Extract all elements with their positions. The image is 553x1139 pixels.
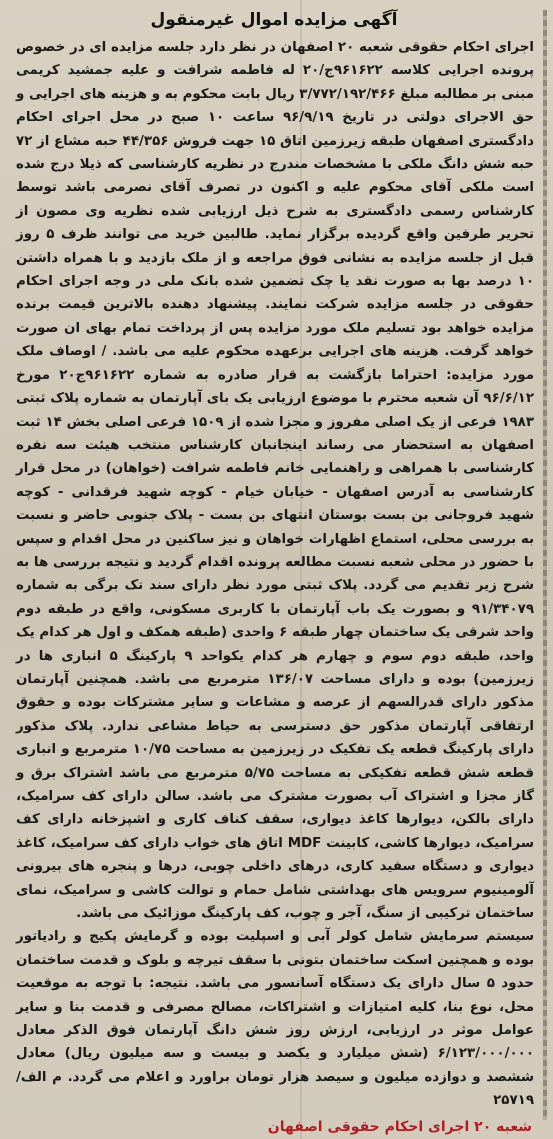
notice-title: آگهی مزایده اموال غیرمنقول [150, 10, 398, 30]
issuing-office-signature: شعبه ۲۰ اجرای احکام حقوقی اصفهان [267, 1118, 532, 1135]
notice-paragraph-main: اجرای احکام حقوقی شعبه ۲۰ اصفهان در نظر دارد جلسه مزایده ای در خصوص پرونده اجرایی کلاسه ۹۶۱۶۲۲ج/۲۰ له فاطمه شرافت و علیه جمشید کریمی مبنی بر مطالبه مبلغ ۳/۷۷۲/۱۹۲/۴۶۶ ریال بابت محکوم به و هزینه های اجرایی و حق الاجرای دولتی در تاریخ ۹۶/۹/۱۹ ساعت ۱۰ صبح در محل اجرای احکام دادگستری اصفهان طبقه زیرزمین اتاق ۱۵ جهت فروش ۴۴/۳۵۶ حبه مشاع از ۷۲ حبه شش دانگ ملکی با مشخصات مندرج در نظریه کارشناسی که ذیلا درج شده است ملکی آقای محکوم علیه و اکنون در تصرف آقای نصرمی باشد توسط کارشناس رسمی دادگستری به شرح ذیل ارزیابی شده نظریه وی مصون از تحریر طرفین واقع گردیده برگزار نماید. طالبین خرید می توانند ظرف ۵ روز قبل از جلسه مزایده به نشانی فوق مراجعه و از ملک بازدید و با همراه داشتن ۱۰ درصد بها به صورت نقد یا چک تضمین شده بانک ملی در وجه اجرای احکام حقوقی در جلسه مزایده شرکت نمایند. پیشنهاد دهنده بالاترین قیمت برنده مزایده خواهد بود تسلیم ملک مورد مزایده پس از پرداخت تمام بهای ان صورت خواهد گرفت. هزینه های اجرایی برعهده محکوم علیه می باشد. / اوصاف ملک مورد مزایده: احتراما بازگشت به قرار صادره به شماره ۹۶۱۶۲۲ج۲۰ مورخ ۹۶/۶/۱۲ آن شعبه محترم با موضوع ارزیابی یک بای آپارتمان به شماره پلاک ثبتی ۱۹۸۳ فرعی از یک اصلی مفروز و مجزا شده از ۱۵۰۹ فرعی اصلی بخش ۱۴ ثبت اصفهان به استحضار می رساند اینجانبان کارشناس منتخب هیئت سه نفره کارشناسی با همراهی و راهنمایی خانم فاطمه شرافت (خواهان) در محل قرار کارشناسی به آدرس اصفهان - خیابان خیام - کوچه شهید فرقدانی - کوچه شهید فروجانی بن بست بوستان انتهای بن بست - پلاک جنوبی حاضر و نسبت به بررسی محلی، استماع اظهارات خواهان و نیز ساکنین در محل اقدام و سپس با حضور در محلی شعبه نسبت مطالعه پرونده اقدام گردید و نتیجه بررسی ها به شرح زیر تقدیم می گردد. پلاک ثبتی مورد نظر دارای سند تک برگی به شماره ۹۱/۳۴۰۷۹ و بصورت یک باب آپارتمان با کاربری مسکونی، واقع در طبقه دوم واحد شرقی یک ساختمان چهار طبقه ۶ واحدی (طبقه همکف و اول هر کدام یک واحد، طبقه دوم سوم و چهارم هر کدام یکواحد ۹ پارکینگ ۵ انباری ها در زیرزمین) بوده و دارای مساحت ۱۳۶/۰۷ مترمربع می باشد. همچنین آپارتمان مذکور دارای قدرالسهم از عرصه و مشاعات و سایر مشترکات بوده و حقوق ارتفاقی آپارتمان مذکور حق دسترسی به حیاط مشاعی ندارد. پلاک مذکور دارای پارکینگ قطعه یک تفکیک در زیرزمین به مساحت ۱۰/۷۵ مترمربع و انباری قطعه شش قطعه تفکیکی به مساحت ۵/۷۵ مترمربع می باشد اشتراک برق و گاز مجزا و اشتراک آب بصورت مشترک می باشد. سالن دارای کف سرامیک، دارای بالکن، دیوارها کاغذ دیواری، سقف کناف کاری و اشپزخانه دارای کف سرامیک، دیوارها کاشی، کابینت MDF اتاق های خواب دارای کف سرامیک، کاغذ دیواری و دستگاه سفید کاری، درهای داخلی چوبی، درها و پنجره های بیرونی آلومینیوم سرویس های بهداشتی شامل حمام و توالت کاشی و سرامیک، نمای ساختمان ترکیبی از سنگ، آجر و چوب، کف پارکینگ موزائیک می باشد. [16, 40, 535, 922]
auction-notice [10, 6, 538, 1135]
decorative-border [543, 10, 547, 1120]
notice-body [10, 36, 538, 1113]
notice-paragraph-conclusion: سیستم سرمایش شامل کولر آبی و اسپلیت بوده و گرمایش پکیج و رادیاتور بوده و همچنین اسکت ساختمان بتونی با سقف تیرچه و بلوک و قدمت ساختمان حدود ۵ سال دارای یک دستگاه آسانسور می باشد. نتیجه: با توجه به موقعیت محل، نوع بنا، کلیه امتیازات و اشتراکات، مصالح مصرفی و قدمت بنا و سایر عوامل موثر در ارزیابی، ارزش روز شش دانگ آپارتمان فوق الذکر معادل ۶/۱۲۳/۰۰۰/۰۰۰ (شش میلیارد و یکصد و بیست و سه میلیون ریال) معادل ششصد و دوازده میلیون و سیصد هزار تومان براورد و اعلام می گردد. م الف/ ۲۵۷۱۹ [16, 929, 534, 1109]
